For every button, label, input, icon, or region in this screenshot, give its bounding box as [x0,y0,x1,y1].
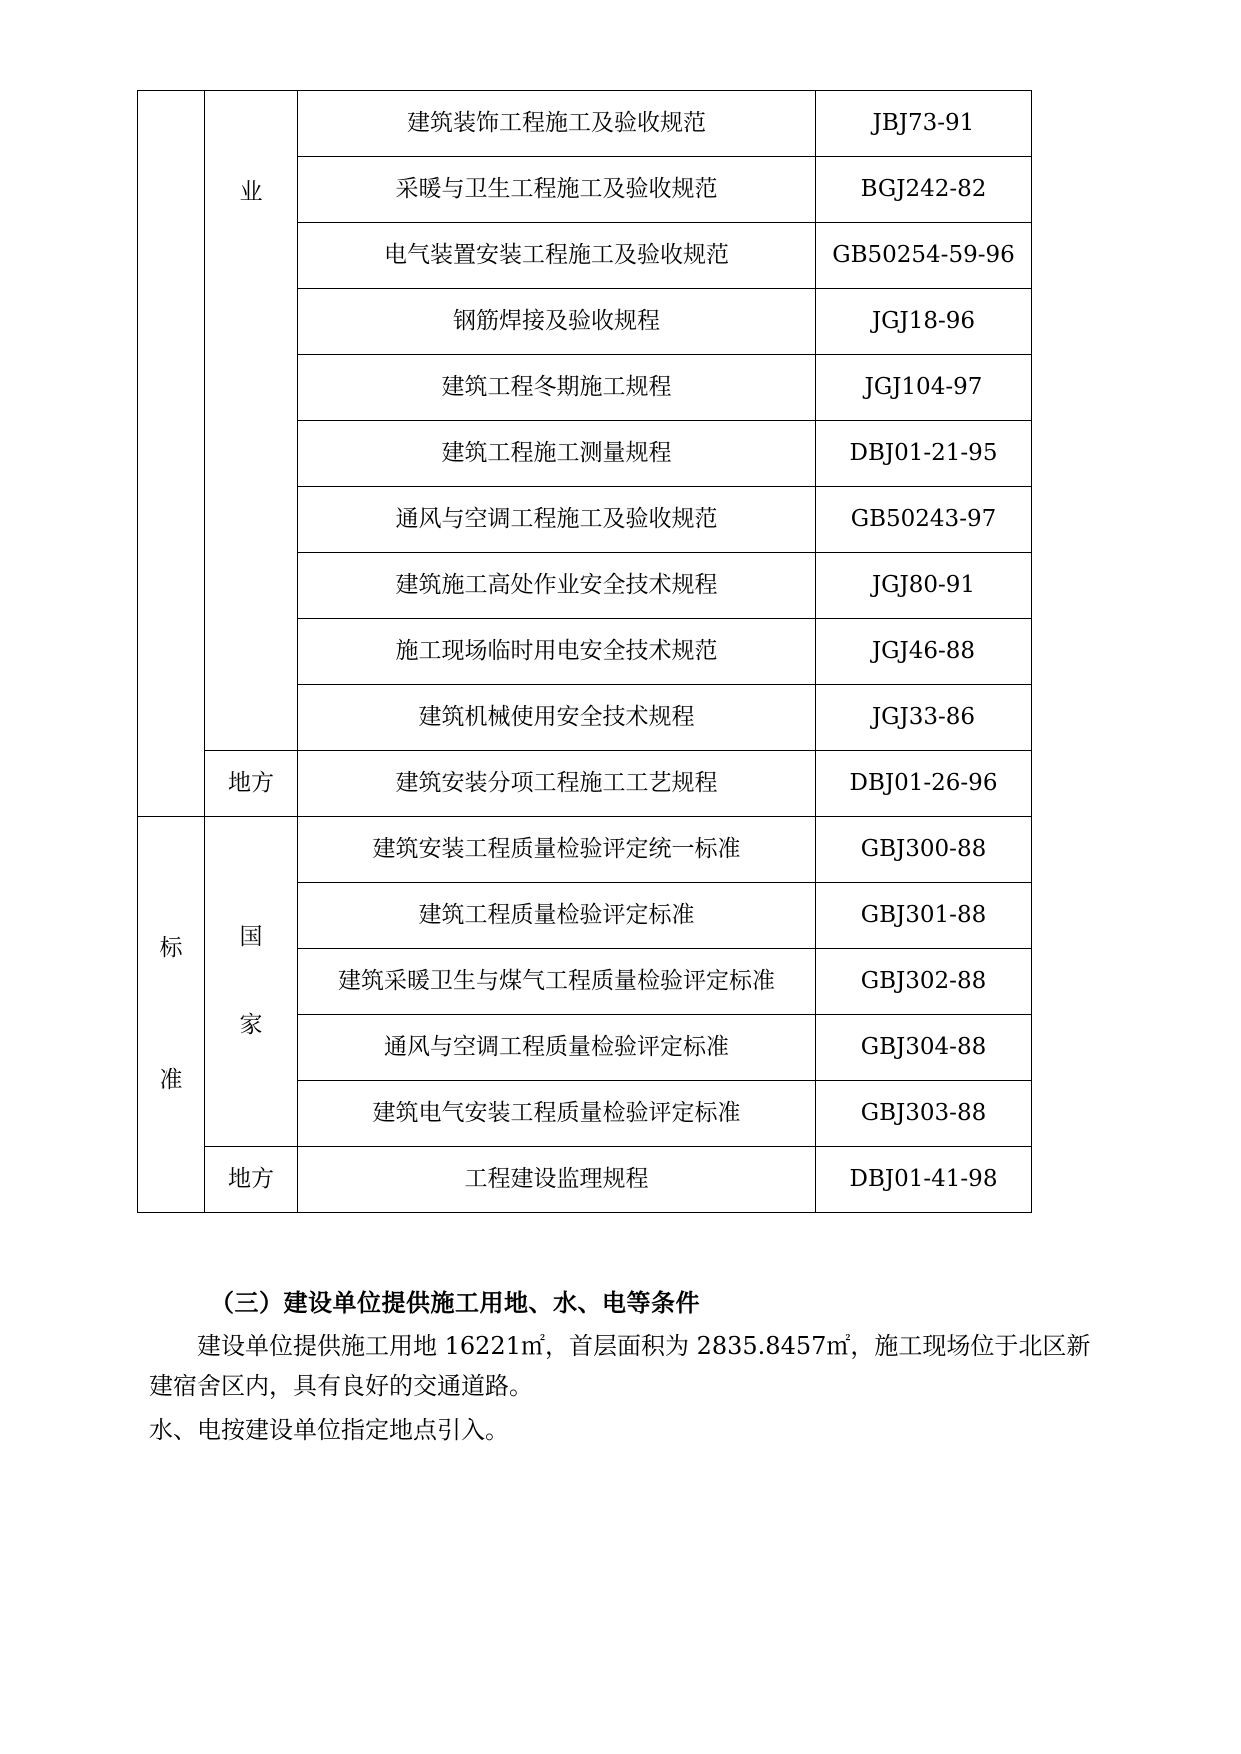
spec-code: JBJ73-91 [816,91,1032,157]
spec-name: 建筑施工高处作业安全技术规程 [298,553,816,619]
group-label-cell-standards [138,817,205,1213]
standards-table [137,90,1032,1213]
spec-code: JGJ33-86 [816,685,1032,751]
section-heading: （三）建设单位提供施工用地、水、电等条件 [210,1288,700,1317]
body-paragraph: 水、电按建设单位指定地点引入。 [149,1416,509,1444]
spec-name: 建筑工程施工测量规程 [298,421,816,487]
spec-code: JGJ104-97 [816,355,1032,421]
spec-code: GB50243-97 [816,487,1032,553]
spec-name: 建筑安装工程质量检验评定统一标准 [298,817,816,883]
category-label-bottom: 家 [239,1011,263,1038]
spec-name: 建筑采暖卫生与煤气工程质量检验评定标准 [298,949,816,1015]
spec-name: 钢筋焊接及验收规程 [298,289,816,355]
category-cell-local: 地方 [205,751,298,817]
spec-code: JGJ18-96 [816,289,1032,355]
spec-code: JGJ80-91 [816,553,1032,619]
table-row [138,1147,1032,1213]
table-row [138,817,1032,883]
spec-name: 采暖与卫生工程施工及验收规范 [298,157,816,223]
group-label-top: 标 [159,934,183,961]
category-cell-industry [205,91,298,751]
spec-code: DBJ01-21-95 [816,421,1032,487]
spec-code: GBJ304-88 [816,1015,1032,1081]
spec-name: 施工现场临时用电安全技术规范 [298,619,816,685]
category-cell-local: 地方 [205,1147,298,1213]
spec-name: 工程建设监理规程 [298,1147,816,1213]
spec-code: GBJ300-88 [816,817,1032,883]
table-row [138,751,1032,817]
group-label-cell-empty [138,91,205,817]
spec-name: 电气装置安装工程施工及验收规范 [298,223,816,289]
spec-name: 建筑工程冬期施工规程 [298,355,816,421]
spec-name: 建筑装饰工程施工及验收规范 [298,91,816,157]
category-label: 业 [239,179,263,205]
spec-name: 建筑工程质量检验评定标准 [298,883,816,949]
spec-code: GBJ303-88 [816,1081,1032,1147]
spec-name: 通风与空调工程施工及验收规范 [298,487,816,553]
category-label-top: 国 [239,923,263,950]
body-paragraph: 建设单位提供施工用地 16221㎡，首层面积为 2835.8457㎡，施工现场位于北区新建宿舍区内，具有良好的交通道路。 [149,1332,1091,1400]
spec-code: GBJ301-88 [816,883,1032,949]
spec-name: 通风与空调工程质量检验评定标准 [298,1015,816,1081]
spec-name: 建筑安装分项工程施工工艺规程 [298,751,816,817]
spec-code: GBJ302-88 [816,949,1032,1015]
spec-code: DBJ01-41-98 [816,1147,1032,1213]
spec-name: 建筑机械使用安全技术规程 [298,685,816,751]
table-row [138,91,1032,157]
spec-code: GB50254-59-96 [816,223,1032,289]
spec-code: DBJ01-26-96 [816,751,1032,817]
spec-code: JGJ46-88 [816,619,1032,685]
spec-name: 建筑电气安装工程质量检验评定标准 [298,1081,816,1147]
spec-code: BGJ242-82 [816,157,1032,223]
group-label-bottom: 准 [159,1066,183,1093]
category-cell-national [205,817,298,1147]
